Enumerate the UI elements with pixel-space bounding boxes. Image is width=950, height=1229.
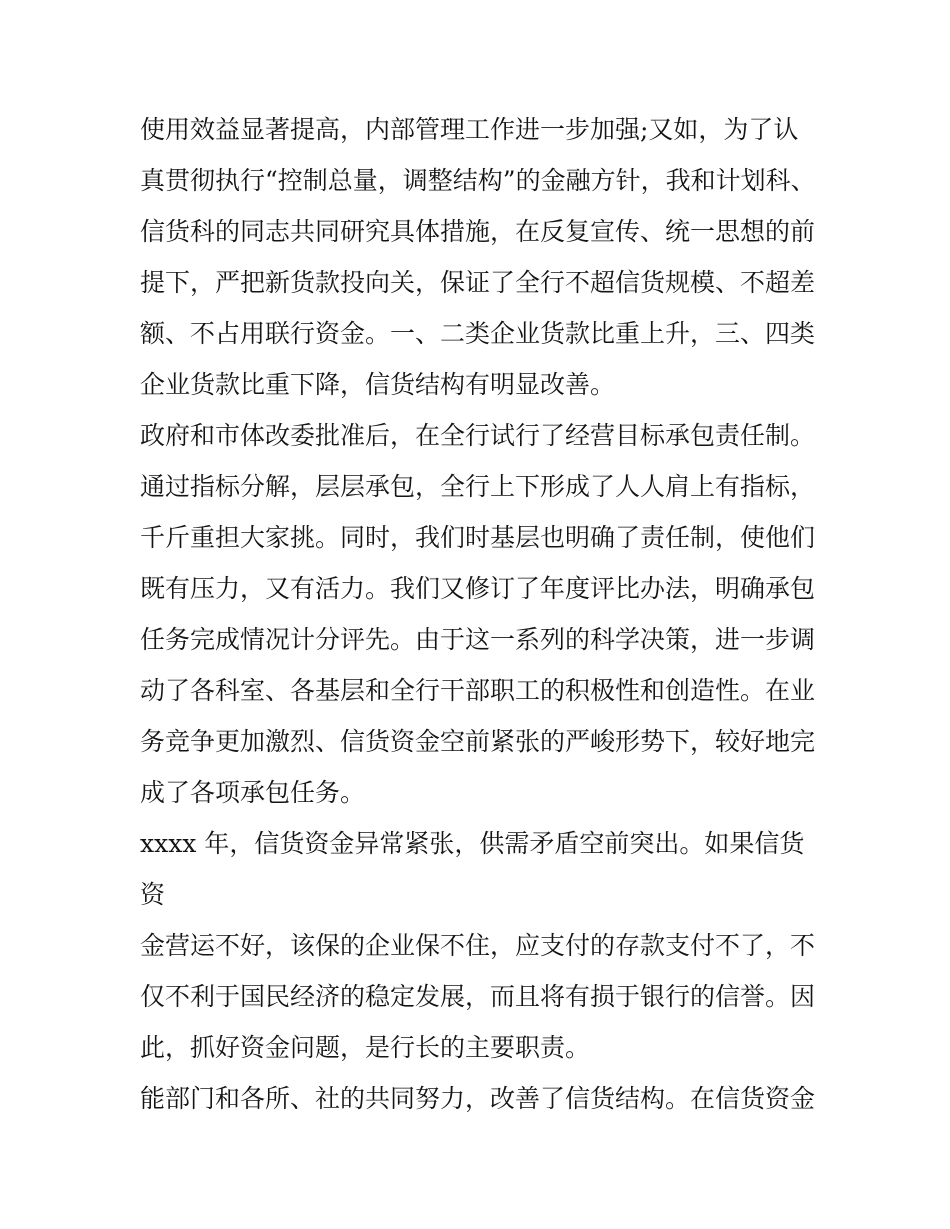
text-line-18: 仅不利于国民经济的稳定发展，而且将有损于银行的信誉。因: [140, 982, 816, 1011]
text-line-2: 真贯彻执行“控制总量，调整结构”的金融方针，我和计划科、: [140, 166, 816, 195]
text-line-17: 金营运不好，该保的企业保不住，应支付的存款支付不了，不: [140, 931, 816, 960]
text-line-9: 千斤重担大家挑。同时，我们时基层也明确了责任制，使他们: [140, 523, 816, 552]
text-line-7: 政府和市体改委批准后，在全行试行了经营目标承包责任制。: [140, 421, 816, 450]
text-line-8: 通过指标分解，层层承包，全行上下形成了人人肩上有指标，: [140, 472, 816, 501]
text-line-14: 成了各项承包任务。: [140, 778, 366, 807]
text-line-20: 能部门和各所、社的共同努力，改善了信货结构。在信货资金: [140, 1084, 816, 1113]
text-line-12: 动了各科室、各基层和全行干部职工的积极性和创造性。在业: [140, 676, 816, 705]
text-line-16: 资: [140, 880, 166, 909]
text-line-6: 企业货款比重下降，信货结构有明显改善。: [140, 370, 616, 399]
text-line-15: xxxx 年，信货资金异常紧张，供需矛盾空前突出。如果信货: [140, 829, 805, 858]
text-line-5: 额、不占用联行资金。一、二类企业货款比重上升，三、四类: [140, 319, 816, 348]
text-line-1: 使用效益显著提高，内部管理工作进一步加强;又如，为了认: [140, 115, 799, 144]
text-line-11: 任务完成情况计分评先。由于这一系列的科学决策，进一步调: [140, 625, 816, 654]
text-line-10: 既有压力，又有活力。我们又修订了年度评比办法，明确承包: [140, 574, 816, 603]
text-line-3: 信货科的同志共同研究具体措施，在反复宣传、统一思想的前: [140, 217, 816, 246]
text-line-19: 此，抓好资金问题，是行长的主要职责。: [140, 1033, 591, 1062]
text-line-13: 务竞争更加激烈、信货资金空前紧张的严峻形势下，较好地完: [140, 727, 816, 756]
document-body: [140, 104, 820, 1124]
text-line-4: 提下，严把新货款投向关，保证了全行不超信货规模、不超差: [140, 268, 816, 297]
